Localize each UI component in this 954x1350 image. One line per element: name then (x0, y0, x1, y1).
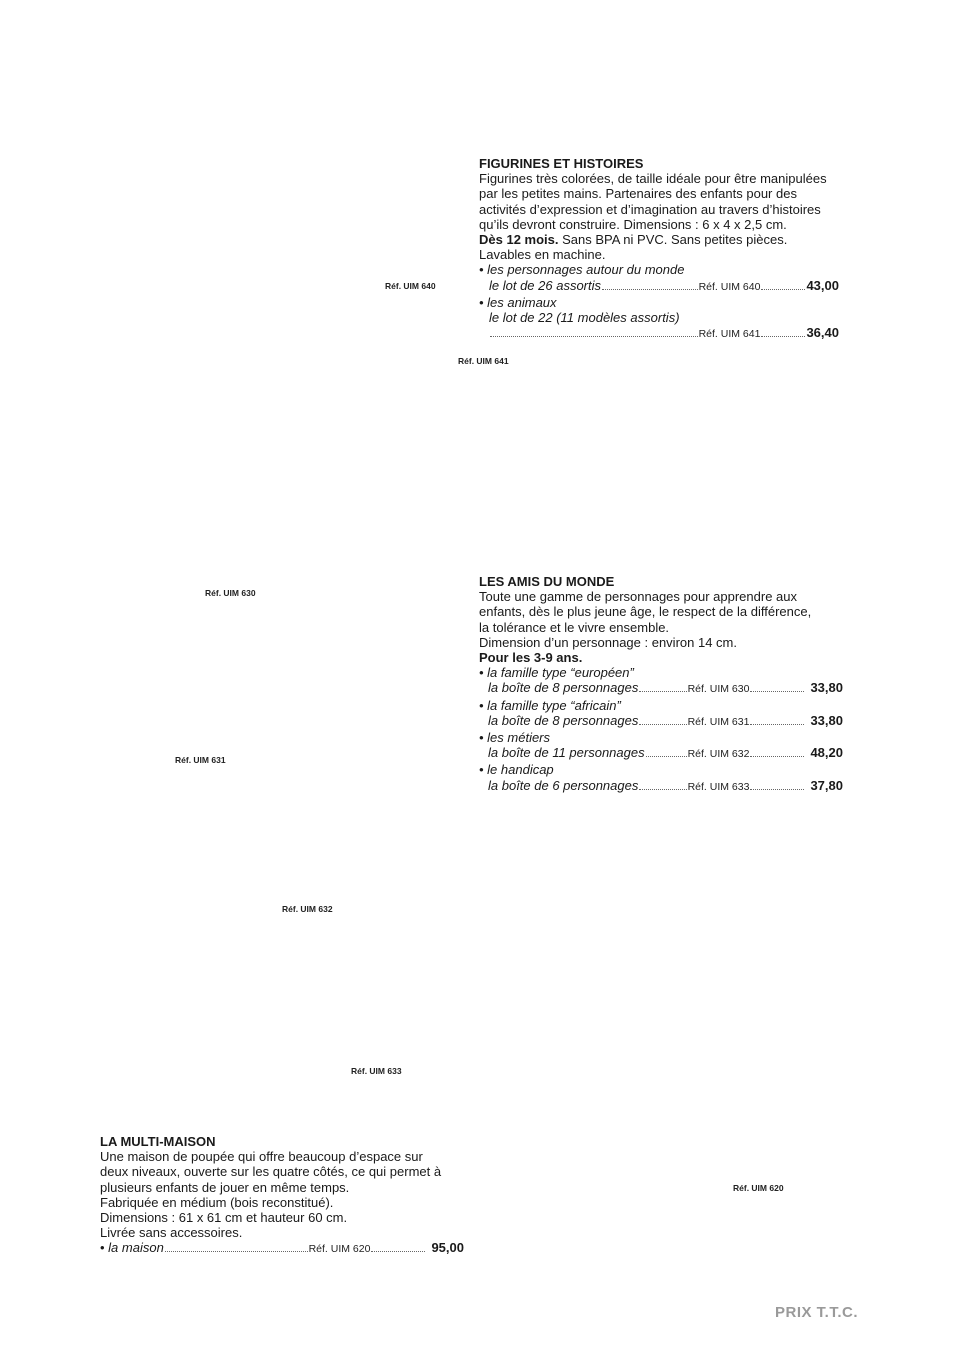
description-line: Dimension d’un personnage : environ 14 cm. (479, 634, 737, 650)
item-name: le lot de 26 assortis (489, 277, 602, 293)
price-row (479, 325, 839, 342)
leader-dots (639, 789, 686, 790)
age-line: Pour les 3-9 ans. (479, 650, 583, 666)
image-ref-uim-630: Réf. UIM 630 (205, 588, 256, 598)
item-price: 95,00 (431, 1240, 464, 1256)
description-line: Toute une gamme de personnages pour apprendre aux (479, 589, 797, 605)
price-footer: PRIX T.T.C. (774, 1304, 858, 1321)
item-bullet: • (100, 1240, 109, 1256)
description-line: Figurines très colorées, de taille idéale pour être manipulées (479, 171, 827, 187)
item-name: le lot de 22 (11 modèles assortis) (489, 310, 680, 326)
item-ref: Réf. UIM 632 (687, 748, 750, 761)
description-line: Une maison de poupée qui offre beaucoup d’espace sur (100, 1149, 423, 1165)
item-bullet: • les métiers (479, 730, 551, 746)
item-ref: Réf. UIM 620 (308, 1243, 371, 1256)
leader-dots (646, 756, 687, 757)
description-line: Livrée sans accessoires. (100, 1225, 243, 1241)
item-ref: Réf. UIM 640 (698, 280, 761, 293)
price-row (479, 745, 843, 762)
leader-dots (602, 289, 698, 290)
figurines-section (479, 156, 839, 342)
leader-dots (490, 336, 698, 337)
item-bullet: • les animaux (479, 294, 557, 310)
description-line: enfants, dès le plus jeune âge, le respect de la différence, (479, 604, 812, 620)
item-price: 37,80 (810, 777, 843, 793)
item-ref: Réf. UIM 631 (687, 715, 750, 728)
description-line: plusieurs enfants de jouer en même temps. (100, 1179, 350, 1195)
item-bullet: • le handicap (479, 762, 554, 778)
item-price: 33,80 (810, 712, 843, 728)
section-title: FIGURINES ET HISTOIRES (479, 156, 644, 171)
item-name: la boîte de 8 personnages (488, 712, 639, 728)
description-line: la tolérance et le vivre ensemble. (479, 619, 670, 635)
item-ref: Réf. UIM 633 (687, 780, 750, 793)
leader-dots (371, 1251, 425, 1252)
price-row (479, 278, 839, 295)
leader-dots (750, 691, 804, 692)
description-line: par les petites mains. Partenaires des enfants pour des (479, 186, 797, 202)
item-price: 36,40 (806, 325, 839, 341)
price-row (100, 1240, 464, 1257)
wash-line: Lavables en machine. (479, 247, 606, 263)
item-name: la maison (108, 1240, 164, 1256)
item-name: la boîte de 6 personnages (488, 777, 639, 793)
maison-section (100, 1134, 464, 1258)
section-title: LA MULTI-MAISON (100, 1134, 216, 1149)
description-line: qu’ils devront construire. Dimensions : 6 x 4 x 2,5 cm. (479, 216, 787, 232)
leader-dots (750, 724, 804, 725)
item-bullet: • les personnages autour du monde (479, 262, 685, 278)
amis-section (479, 574, 843, 795)
leader-dots (761, 289, 805, 290)
leader-dots (639, 691, 686, 692)
description-line: Fabriquée en médium (bois reconstitué). (100, 1194, 334, 1210)
image-ref-uim-631: Réf. UIM 631 (175, 755, 226, 765)
image-ref-uim-641: Réf. UIM 641 (458, 356, 509, 366)
age-details: Sans BPA ni PVC. Sans petites pièces. (558, 232, 788, 248)
description-line: deux niveaux, ouverte sur les quatre côtés, ce qui permet à (100, 1164, 442, 1180)
price-row (479, 680, 843, 697)
section-title: LES AMIS DU MONDE (479, 574, 615, 589)
age-line (479, 232, 839, 247)
item-bullet: • la famille type “africain” (479, 697, 621, 713)
item-price: 48,20 (810, 745, 843, 761)
image-ref-uim-640: Réf. UIM 640 (385, 281, 436, 291)
image-ref-uim-632: Réf. UIM 632 (282, 904, 333, 914)
item-ref: Réf. UIM 630 (687, 683, 750, 696)
item-name: la boîte de 11 personnages (488, 745, 645, 761)
item-bullet: • la famille type “européen” (479, 665, 634, 681)
leader-dots (750, 789, 804, 790)
price-row (479, 713, 843, 730)
item-price: 33,80 (810, 680, 843, 696)
description-line: activités d’expression et d’imagination au travers d’histoires (479, 201, 821, 217)
item-ref: Réf. UIM 641 (698, 328, 761, 341)
age-label: Dès 12 mois. (479, 232, 559, 248)
leader-dots (761, 336, 805, 337)
image-ref-uim-633: Réf. UIM 633 (351, 1066, 402, 1076)
item-price: 43,00 (806, 277, 839, 293)
leader-dots (165, 1251, 308, 1252)
leader-dots (639, 724, 686, 725)
leader-dots (750, 756, 804, 757)
item-name: la boîte de 8 personnages (488, 680, 639, 696)
description-line: Dimensions : 61 x 61 cm et hauteur 60 cm. (100, 1210, 348, 1226)
price-row (479, 778, 843, 795)
image-ref-uim-620: Réf. UIM 620 (733, 1183, 784, 1193)
